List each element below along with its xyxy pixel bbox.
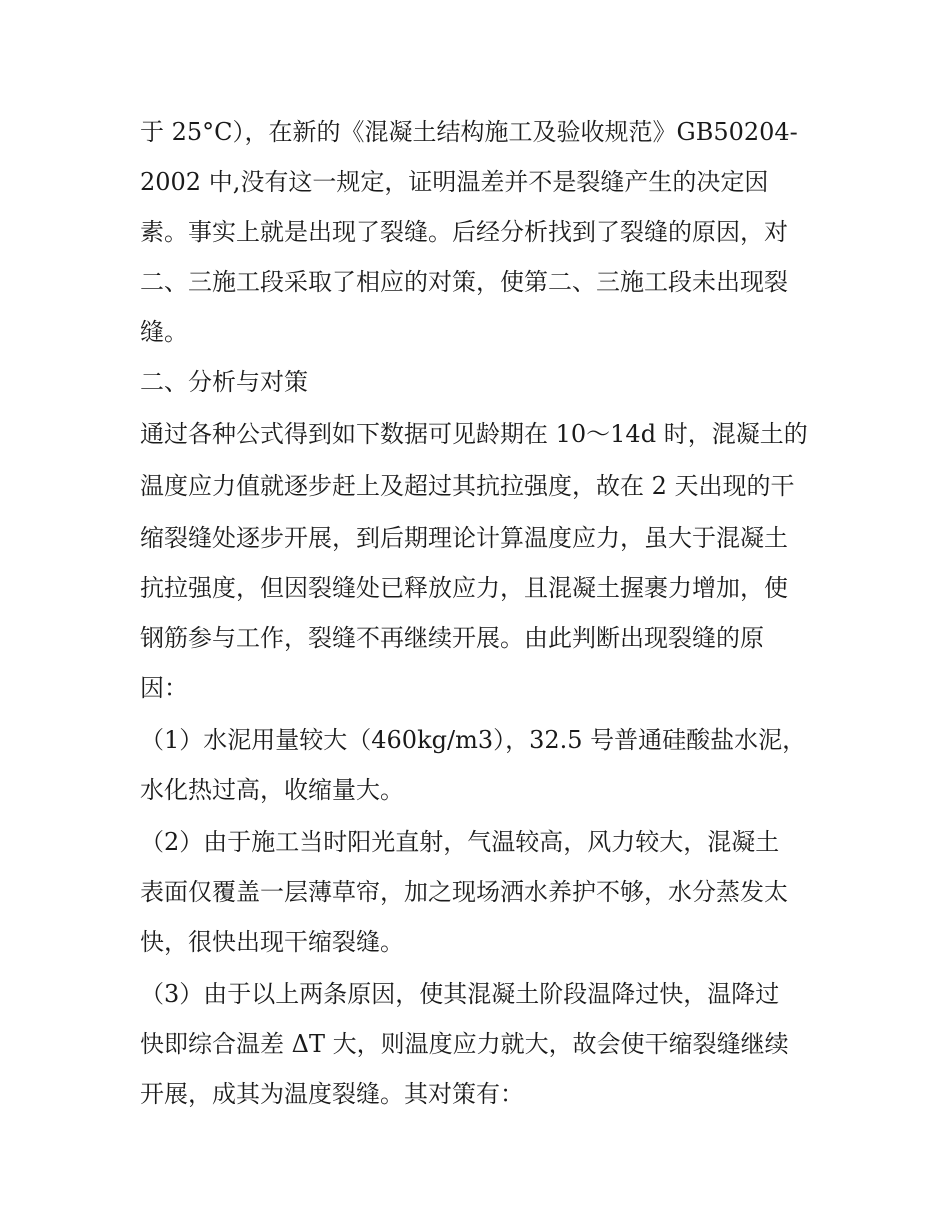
text-line: 缩裂缝处逐步开展，到后期理论计算温度应力，虽大于混凝土 <box>140 524 788 552</box>
section-heading: 二、分析与对策 <box>140 368 308 396</box>
text-line: 2002 中,没有这一规定，证明温差并不是裂缝产生的决定因 <box>140 168 769 196</box>
list-item-2: （2）由于施工当时阳光直射，气温较高，风力较大，混凝土 <box>140 828 780 856</box>
text-line: 抗拉强度，但因裂缝处已释放应力，且混凝土握裹力增加，使 <box>140 574 788 602</box>
list-item-1: （1）水泥用量较大（460kg/m3），32.5 号普通硅酸盐水泥， <box>140 726 807 754</box>
text-line: 开展，成其为温度裂缝。其对策有： <box>140 1080 524 1108</box>
text-line: 二、三施工段采取了相应的对策，使第二、三施工段未出现裂 <box>140 268 788 296</box>
text-line: 快，很快出现干缩裂缝。 <box>140 928 404 956</box>
text-line: 水化热过高，收缩量大。 <box>140 776 404 804</box>
text-line: 快即综合温差 ΔT 大，则温度应力就大，故会使干缩裂缝继续 <box>140 1030 789 1058</box>
text-line: 钢筋参与工作，裂缝不再继续开展。由此判断出现裂缝的原 <box>140 624 764 652</box>
text-line: 因： <box>140 674 188 702</box>
text-line: 缝。 <box>140 318 188 346</box>
text-line: 温度应力值就逐步赶上及超过其抗拉强度，故在 2 天出现的干 <box>140 472 795 500</box>
text-line: 通过各种公式得到如下数据可见龄期在 10～14d 时，混凝土的 <box>140 420 808 448</box>
text-line: 于 25°C），在新的《混凝土结构施工及验收规范》GB50204- <box>140 118 798 146</box>
list-item-3: （3）由于以上两条原因，使其混凝土阶段温降过快，温降过 <box>140 980 780 1008</box>
text-line: 素。事实上就是出现了裂缝。后经分析找到了裂缝的原因，对 <box>140 218 788 246</box>
text-line: 表面仅覆盖一层薄草帘，加之现场洒水养护不够，水分蒸发太 <box>140 878 788 906</box>
